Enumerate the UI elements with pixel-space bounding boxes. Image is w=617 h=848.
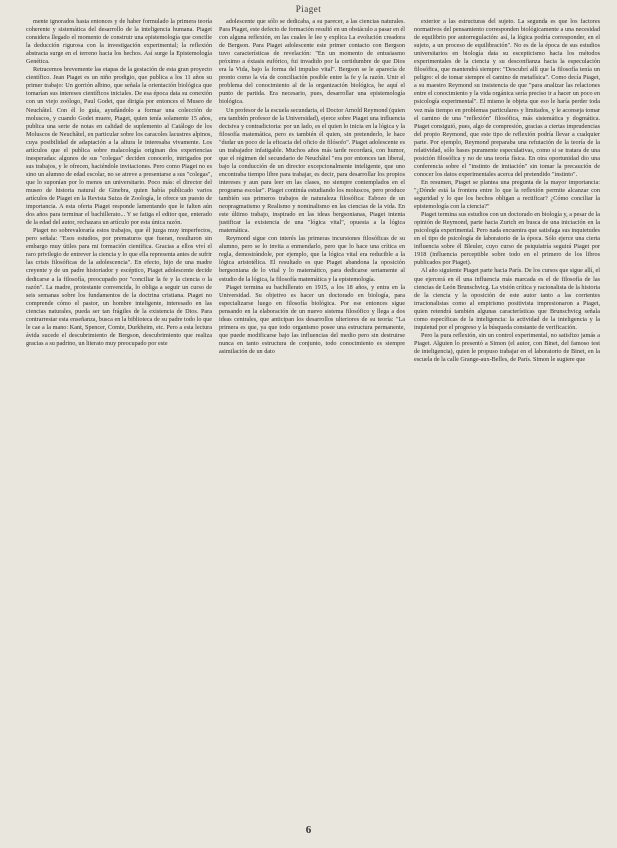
page-number: 6 (305, 824, 312, 836)
paragraph: mente ignorados hasta entonces y de haber formulado la primera teoría coherente y sistemática del desarrollo de la inteligencia humana. Piaget considera llegado el momento de construir una epistemología que concilie la deducción rigurosa con la investigación experimental; la reflexión abstracta surge en el terreno hacia los hechos. Así surge la Epistemología Genética. (26, 18, 212, 66)
paragraph: Reymond sigue con interés las primeras incursiones filosóficas de su alumno, pero se lo invita a enmendarlo, pero que lo hace una crítica en regla, demostrándole, por ejemplo, que la lógica vital era reducible a la lógica aristotélica. El resultado es que Piaget abandona la oposición bergsoniana de lo vital y lo matemático, para dedicarse seriamente al estudio de la lógica, la filosofía matemática y la epistemología. (219, 235, 405, 283)
text-column-3 (414, 18, 600, 840)
paragraph: Al año siguiente Piaget parte hacia París. De los cursos que sigue allí, el que ejercerá en él una influencia más marcada es el de filosofía de las ciencias de León Brunschvicg. La visión crítica y racionalista de la historia de la ciencia y la oposición de este autor tanto a las corrientes irracionalistas como al empirismo positivista impresionaron a Piaget, quien retendrá también algunas características que Brunschvicg señala como específicas de la inteligencia: la actividad de la inteligencia y la inquietud por el progreso y la búsqueda constante de verificación. (414, 267, 600, 331)
paragraph: En resumen, Piaget se plantea una pregunta de la mayor importancia: "¿Dónde está la frontera entre lo que la reflexión permite alcanzar con seguridad y lo que los hechos obligan a rectificar? ¿Cómo conciliar la epistemología con la ciencia?" (414, 178, 600, 211)
paragraph: exterior a las estructuras del sujeto. La segunda es que los factores normativos del pensamiento corresponden biológicamente a una necesidad de equilibrio por autorregulación: así, la lógica podría corresponder, en el sujeto, a un proceso de equilibración". No es de la época de sus estudios universitarios en biología data su escepticismo hacia los métodos experimentales de la ciencia y su desconfianza hacia la especulación filosófica, que mantendrá siempre: "Descubrí allí que la filosofía tenía un peligro: el de tomar siempre el camino de metafísica". Como decía Piaget, a su maestro Reymond su insistencia de que "para analizar las relaciones entre el conocimiento y la vida orgánica sería preciso ir a hacer un poco en psicología experimental". El mismo le objeta que eso le haría perder toda vez más tiempo en problemas particulares y limitados, y le aconseja tomar el camino de una "reflexión" filosófica, más sistemática y dogmática. Piaget consiguió, pues, algo de compresión, gracias a ciertas imprudencias del propio Reymond, que este tipo de reflexión podría llevar a cualquier parte. Por ejemplo, Reymond preparaba una refutación de la teoría de la relatividad, sólo bases puramente especulativas, como si se tratara de una posición filosófica y no de una teoría física. En otra oportunidad dio una conferencia sobre el "instinto de imitación" sin tomar la precaución de conocer los datos experimentales acerca del pretendido "instinto". (414, 18, 600, 178)
paragraph: adolescente que sólo se dedicaba, a su parecer, a las ciencias naturales. Para Piaget, este defecto de formación resultó en un obstáculo a pasar en él con alguna reflexión, en las cuales le lee y explica La evolución creadora de Bergson. Para Piaget adolescente este primer contacto con Bergson tuvo características de revelación: "En un momento de entusiasmo próximo a éxtasis eufórico, fui invadido por la certidumbre de que Dios era la Vida, bajo la forma del impulso vital". Bergson se le aparecía de pronto como la vía de conciliación posible entre la fe y la razón. Unir el problema del conocimiento al de la organización biológica, he aquí el punto de partida. Era necesario, pues, desarrollar una epistemología biológica. (219, 18, 405, 106)
paragraph: Piaget termina sus estudios con un doctorado en biología y, a pesar de la opinión de Reymond, parte hacia Zurich en busca de una iniciación en la psicología experimental. Pero nada encuentra que satisfaga sus inquietudes en el tipo de psicología de laboratorio de la época. Sólo ejerce una cierta influencia sobre él Bleuler, cuyo curso de psiquiatría seguirá Piaget por 1918 (influencia perceptible sobre todo en el primero de los libros publicados por Piaget). (414, 211, 600, 267)
paragraph: Piaget termina su bachillerato en 1915, a los 18 años, y entra en la Universidad. Su objetivo es hacer un doctorado en biología, para especializarse luego en filosofía biológica. Por ese entonces sigue pensando en la elaboración de un nuevo sistema filosófico y llega a dos ideas centrales, que anticipan los desarrollos ulteriores de su teoría: "La primera es que, ya que todo organismo posee una estructura permanente, que puede modificarse bajo las influencias del medio pero sin destruirse nunca en tanto estructura de conjunto, todo conocimiento es siempre asimilación de un dato (219, 283, 405, 355)
text-column-2 (219, 18, 405, 826)
paragraph: Retracemos brevemente las etapas de la gestación de esta gran proyecto científico. Jean Piaget es un niño prodigio, que publica a los 11 años su primer trabajo: Un gorrión albino, que señala la orientación biológica que tomarían sus intereses científicos iniciales. De esa época data su conexión con un viejo zoólogo, Paul Godet, que dirigía por entonces el Museo de Neuchâtel. Con él lo guía, ayudándolo a formar una colección de moluscos, y cuando Godet muere, Piaget, quien tenía solamente 15 años, publica una serie de notas en calidad de suplemento al Catálogo de los Moluscos de Neuchâtel, en particular sobre los caracoles lacustres alpinos, cuya posibilidad de adaptación a la altura le interesaba vivamente. Los artículos que el publica sobre malacología originan dos experiencias inesperadas: algunos de sus "colegas" deciden conocerlo, intrigados por sus trabajos, y le ofrecen, haciéndole invitaciones. Pero como Piaget no es sino un alumno de edad escolar, no se atreve a presentarse a sus "colegas", que lo suponían por lo menos un universitario. Poco más: el director del museo de historia natural de Ginebra, quien había publicado varios artículos de Piaget en la Revista Suiza de Zoología, le ofrece un puesto de importancia. A esta oferta Piaget responde lamentando que le falten aún dos años para terminar el bachillerato... Y se fatiga el editor que, enterado de la edad del autor, rechazara un artículo por esta única razón. (26, 66, 212, 227)
paragraph: Pero la pura reflexión, sin un control experimental, no satisfizo jamás a Piaget. Alguien lo presentó a Simon (el autor, con Binet, del famoso test de inteligencia), quien le propuso trabajar en el laboratorio de Binet, en la escuela de la calle Grange-aux-Belles, de París. Simon le sugiere que (414, 331, 600, 363)
text-column-1 (26, 18, 212, 830)
paragraph: Un profesor de la escuela secundaria, el Doctor Arnold Reymond (quien era también profesor de la Universidad), ejerce sobre Piaget una influencia decisiva y contradictoria: por un lado, es el quien lo inicia en la lógica y la filosofía matemática, pero es también él quien, sin pretenderlo, le hace "dudar un poco de la eficacia del oficio de filósofo". Piaget adolescente es un trabajador infatigable. Muchos años más tarde recordará, con humor, que el régimen del secundario de Neuchâtel "era por entonces tan liberal, bajo la conducción de un director excepcionalmente inteligente, que uno encontraba tiempo libre para trabajar, es decir, para desarrollar los propios intereses y aun para leer en las clases, no siempre contemplados en el programa escolar". Piaget continúa estudiando los moluscos, pero produce también sus primeros trabajos de naturaleza filosófica: Esbozo de un neopragmatismo y Realismo y nominalismo en las ciencias de la vida. En este último trabajo, inspirado en las ideas bergsonianas, Piaget intenta justificar la existencia de una "lógica vital", opuesta a la lógica matemática. (219, 106, 405, 235)
paragraph: Piaget no sobrevaloraría estos trabajos, que él juzga muy imperfectos, pero señala: "Esos estudios, por prematuros que fueran, resultaron sin embargo muy útiles para mi formación científica. Gracias a ellos viví el raro privilegio de entrever la ciencia y lo que ella representa antes de sufrir las crisis filosóficas de la adolescencia". En efecto, hijo de una madre creyente y de un padre historiador y escéptico, Piaget adolescente decide dedicarse a la filosofía, preocupado por "conciliar la fe y la ciencia o la razón". La madre, protestante convencida, lo obliga a seguir un curso de seis semanas sobre los fundamentos de la doctrina cristiana. Piaget no comprende cómo el pastor, un hombre inteligente, interesado en las ciencias naturales, pueda ser tan frágiles de la existencia de Dios. Para contrarrestar esta enseñanza, busca en la biblioteca de su padre todo lo que le cae a la mano: Kant, Spencer, Comte, Durkheim, etc. Pero a esta lectura ávida sucede el descubrimiento de Bergson, descubrimiento que realiza gracias a su padrino, un literato muy preocupado por este (26, 227, 212, 347)
running-header: Piaget (295, 4, 322, 14)
